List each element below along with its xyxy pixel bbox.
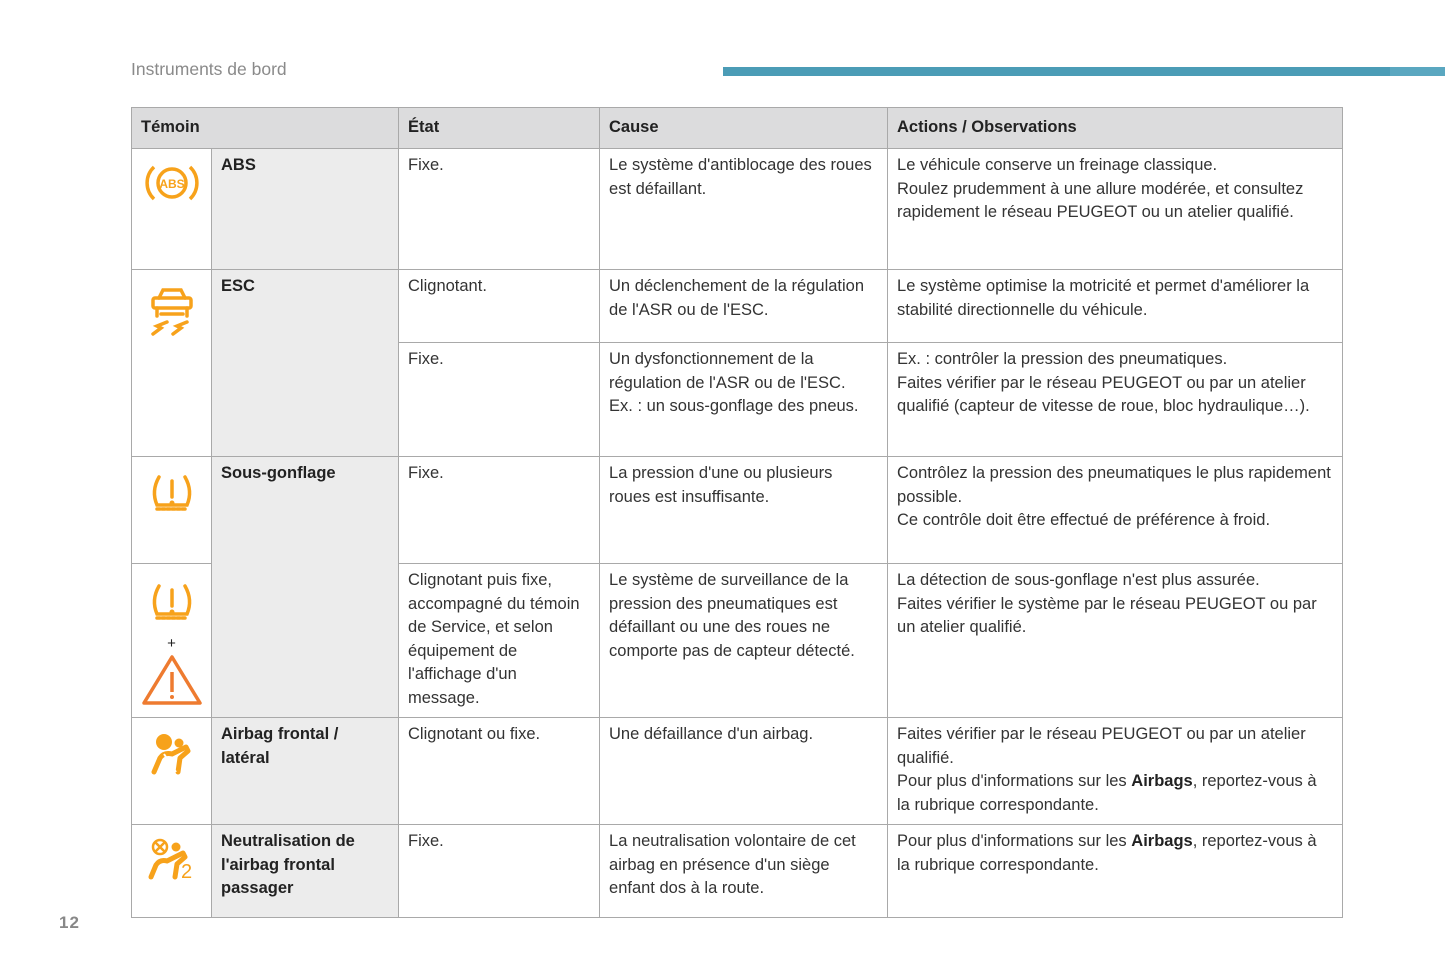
row-cause: Un dysfonctionnement de la régulation de l'ASR ou de l'ESC. Ex. : un sous-gonflage des pneus. [600,343,888,457]
table-row [132,149,1343,270]
section-title: Instruments de bord [131,59,287,79]
row-name: Sous-gonflage [212,457,399,718]
row-etat: Fixe. [399,343,600,457]
row-actions: La détection de sous-gonflage n'est plus assurée. Faites vérifier le système par le réseau PEUGEOT ou par un atelier qualifié. [888,564,1343,718]
actions-bold: Airbags [1131,832,1193,850]
tyre-pressure-plus-service-icon [132,564,212,718]
row-cause: Le système de surveillance de la pression des pneumatiques est défaillant ou une des roues ne comporte pas de capteur détecté. [600,564,888,718]
actions-text: Pour plus d'informations sur les [897,832,1132,850]
row-actions [888,718,1343,825]
header-etat: État [399,108,600,149]
plus-sign: + [167,634,176,652]
table-row [132,718,1343,825]
row-cause: Le système d'antiblocage des roues est défaillant. [600,149,888,270]
row-name: ESC [212,270,399,457]
page-number: 12 [59,913,80,932]
actions-text: , reportez-vous à la rubrique correspondante. [897,832,1317,874]
table-row [132,825,1343,918]
row-actions [888,825,1343,918]
row-actions: Le système optimise la motricité et permet d'améliorer la stabilité directionnelle du véhicule. [888,270,1343,343]
svg-text:ABS: ABS [158,177,185,191]
row-actions: Ex. : contrôler la pression des pneumatiques. Faites vérifier par le réseau PEUGEOT ou par un atelier qualifié (capteur de vitesse de roue, bloc hydraulique…). [888,343,1343,457]
header-accent-bar [723,67,1445,76]
actions-text: , reportez-vous à la rubrique correspondante. [897,772,1317,814]
row-etat: Clignotant ou fixe. [399,718,600,825]
row-etat: Fixe. [399,149,600,270]
row-etat: Fixe. [399,457,600,564]
abs-icon [132,149,212,270]
tyre-pressure-icon [132,457,212,564]
row-cause: Une défaillance d'un airbag. [600,718,888,825]
row-cause: Un déclenchement de la régulation de l'ASR ou de l'ESC. [600,270,888,343]
header-actions: Actions / Observations [888,108,1343,149]
passenger-airbag-off-icon [132,825,212,918]
row-etat: Fixe. [399,825,600,918]
row-name: Airbag frontal / latéral [212,718,399,825]
esc-icon [132,270,212,457]
tyre-pressure-icon [149,582,195,626]
header-cause: Cause [600,108,888,149]
actions-bold: Airbags [1131,772,1193,791]
row-actions: Contrôlez la pression des pneumatiques le plus rapidement possible. Ce contrôle doit être effectué de préférence à froid. [888,457,1343,564]
row-etat: Clignotant puis fixe, accompagné du témoin de Service, et selon équipement de l'affichage d'un message. [399,564,600,718]
airbag-icon [132,718,212,825]
header-accent-bar-end [1390,67,1445,76]
header-temoin: Témoin [132,108,399,149]
row-etat: Clignotant. [399,270,600,343]
row-cause: La pression d'une ou plusieurs roues est insuffisante. [600,457,888,564]
svg-text:2: 2 [180,861,192,881]
row-actions: Le véhicule conserve un freinage classique. Roulez prudemment à une allure modérée, et consultez rapidement le réseau PEUGEOT ou un atelier qualifié. [888,149,1343,270]
table-header [132,108,1343,149]
warning-triangle-icon [141,654,203,706]
actions-text: Faites vérifier par le réseau PEUGEOT ou par un atelier qualifié. Pour plus d'informations sur les [897,725,1306,791]
row-name: ABS [212,149,399,270]
table-row [132,457,1343,564]
warning-lights-table [131,107,1343,918]
row-name: Neutralisation de l'airbag frontal passager [212,825,399,918]
row-cause: La neutralisation volontaire de cet airbag en présence d'un siège enfant dos à la route. [600,825,888,918]
table-row [132,270,1343,343]
